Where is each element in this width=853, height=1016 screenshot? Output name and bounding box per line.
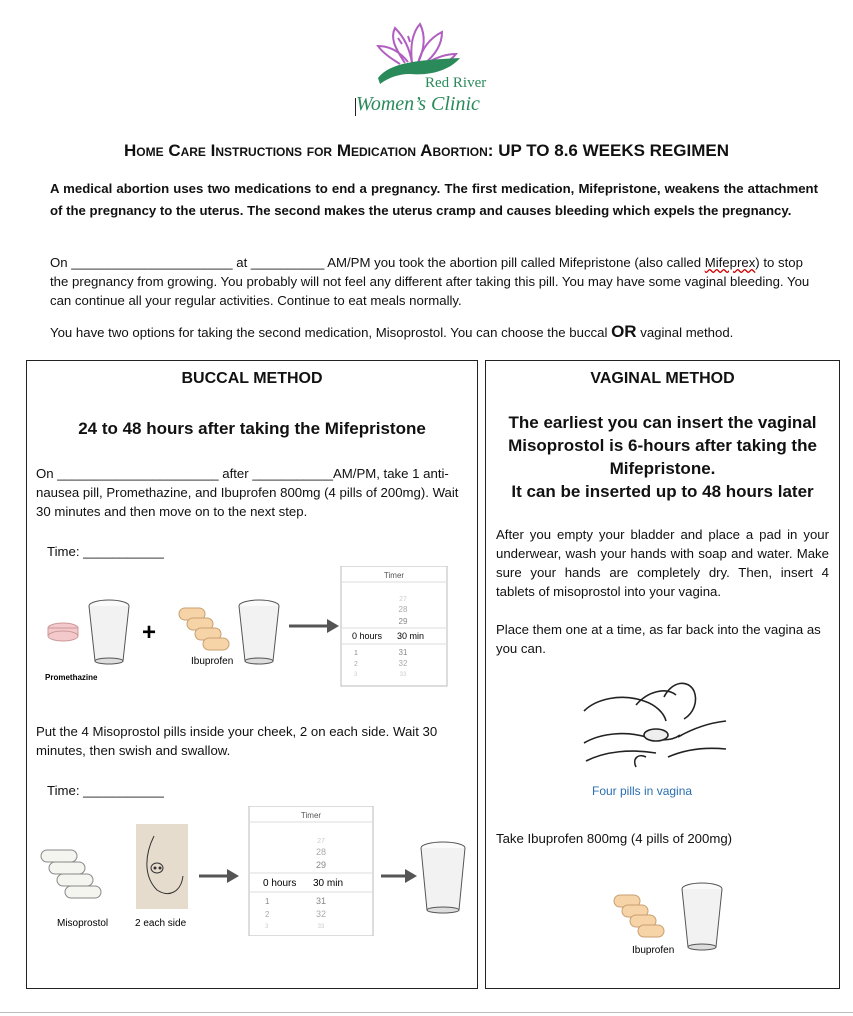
- buccal-method-box: [26, 360, 478, 989]
- insertion-illustration: [576, 661, 746, 801]
- timer-hours: 0 hours: [352, 631, 383, 641]
- timer-minutes: 30 min: [313, 878, 344, 889]
- timer-hour-below-3: 3: [354, 672, 358, 678]
- arrow-right-icon: [381, 869, 417, 883]
- buccal-step-1: On ______________________ after ___________AM/PM, take 1 anti-nausea pill, Promethazine, and Ibuprofen 800mg (4 pills of 200mg). Wait 30 minutes and then move on to the next step.: [36, 466, 459, 519]
- vaginal-step-3: Take Ibuprofen 800mg (4 pills of 200mg): [496, 831, 733, 846]
- page-bottom-divider: [0, 1012, 853, 1013]
- timer-hour-below-2: 2: [354, 661, 358, 668]
- page-title: [0, 141, 853, 161]
- title-part-2: UP TO 8.6 WEEKS REGIMEN: [498, 141, 729, 160]
- buccal-subheading: 24 to 48 hours after taking the Mifepristone: [78, 419, 426, 438]
- buccal-heading: BUCCAL METHOD: [181, 370, 323, 387]
- timer-hour-below-1: 1: [265, 897, 270, 906]
- para2-c: ) to stop the pregnancy from growing. You probably will not feel any different after taking this pill. You may have some vaginal bleeding. You can continue all your regular activities. Continue to eat meals normally.: [50, 255, 810, 308]
- timer-min-below-1: 31: [398, 648, 408, 657]
- vaginal-subheading-line-2: Misoprostol is 6-hours after taking the: [508, 436, 817, 455]
- para2-a: On ______________________ at __________ AM/PM you took the abortion pill called Mifepristone (also called: [50, 255, 705, 270]
- mifeprex-word: Mifeprex: [704, 255, 756, 270]
- timer-hour-below-2: 2: [265, 910, 270, 919]
- timer-min-above-3: 29: [398, 617, 408, 626]
- options-paragraph: [50, 322, 818, 342]
- vaginal-method-box: [485, 360, 840, 989]
- timer-min-above-2: 28: [315, 847, 327, 857]
- hand-insertion-icon: [584, 683, 726, 767]
- para3-a: You have two options for taking the second medication, Misoprostol. You can choose the buccal: [50, 325, 612, 340]
- timer-min-above-1: 27: [399, 596, 407, 603]
- vaginal-subheading-line-4: It can be inserted up to 48 hours later: [511, 482, 814, 501]
- timer-min-below-1: 31: [315, 896, 327, 906]
- buccal-time-1: Time: ___________: [47, 544, 164, 559]
- timer-minutes: 30 min: [397, 631, 425, 641]
- logo-line-1: Red River: [425, 75, 487, 91]
- ibuprofen-pills-icon: [614, 895, 664, 937]
- promethazine-label: Promethazine: [45, 673, 98, 682]
- timer-title: Timer: [300, 811, 322, 820]
- ibuprofen-illustration: [606, 871, 726, 961]
- cheek-diagram-icon: [136, 824, 188, 909]
- ibuprofen-label: Ibuprofen: [191, 656, 234, 667]
- timer-min-below-3: 33: [317, 924, 325, 930]
- timer-min-above-3: 29: [315, 860, 327, 870]
- vaginal-step-2: Place them one at a time, as far back into the vagina as you can.: [496, 622, 821, 656]
- timer-min-below-3: 33: [399, 672, 407, 678]
- water-cup-icon: [421, 842, 465, 913]
- misoprostol-pills-icon: [41, 850, 101, 898]
- timer-min-above-2: 28: [398, 605, 408, 614]
- misoprostol-label: Misoprostol: [57, 918, 109, 929]
- promethazine-pill-icon: [48, 623, 78, 641]
- timer-title: Timer: [383, 571, 405, 580]
- timer-hours: 0 hours: [263, 878, 297, 889]
- buccal-time-2: Time: ___________: [47, 783, 164, 798]
- vaginal-subheading: [486, 411, 839, 503]
- each-side-label: 2 each side: [135, 918, 187, 929]
- timer-min-below-2: 32: [398, 659, 408, 668]
- para3-b: vaginal method.: [636, 325, 734, 340]
- water-cup-icon: [89, 600, 129, 664]
- ibuprofen-label: Ibuprofen: [632, 945, 675, 956]
- step1-illustration: [41, 566, 461, 691]
- intro-paragraph: A medical abortion uses two medications to end a pregnancy. The first medication, Mifepristone, weakens the attachment of the pregnancy to the uterus. The second makes the uterus cramp and causes bleeding which expels the pregnancy.: [50, 181, 818, 218]
- vaginal-step-1: After you empty your bladder and place a pad in your underwear, wash your hands with soap and water. Make sure your hands are completely dry. Then, insert 4 tablets of misoprostol into your vagina.: [496, 527, 829, 599]
- step2-illustration: [39, 806, 469, 936]
- water-cup-icon: [239, 600, 279, 664]
- timer-min-above-1: 27: [317, 838, 325, 845]
- vaginal-subheading-line-1: The earliest you can insert the vaginal: [508, 413, 817, 432]
- timer-icon: [249, 806, 373, 936]
- timer-hour-below-3: 3: [265, 924, 269, 930]
- title-part-1: Home Care Instructions for Medication Abortion:: [123, 141, 499, 160]
- arrow-right-icon: [289, 619, 339, 633]
- or-word: OR: [611, 322, 637, 341]
- logo-line-2: Women’s Clinic: [356, 93, 480, 115]
- buccal-step-2: Put the 4 Misoprostol pills inside your cheek, 2 on each side. Wait 30 minutes, then swish and swallow.: [36, 724, 438, 758]
- mifepristone-paragraph: [50, 253, 818, 310]
- plus-sign: +: [141, 619, 157, 646]
- ibuprofen-pills-icon: [179, 608, 229, 650]
- insertion-caption: Four pills in vagina: [592, 784, 693, 798]
- vaginal-heading: VAGINAL METHOD: [590, 370, 735, 387]
- timer-hour-below-1: 1: [354, 650, 358, 657]
- timer-min-below-2: 32: [315, 909, 327, 919]
- water-cup-icon: [682, 883, 722, 950]
- vaginal-subheading-line-3: Mifepristone.: [609, 459, 716, 478]
- arrow-right-icon: [199, 869, 239, 883]
- timer-icon: [341, 566, 447, 686]
